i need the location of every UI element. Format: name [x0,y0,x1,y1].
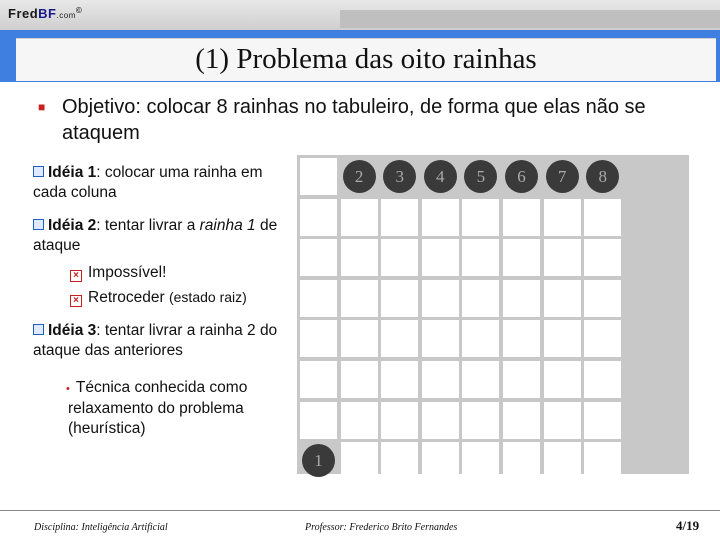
board-cell [584,239,621,276]
board-cell [462,361,499,398]
dot-bullet-icon: • [66,383,70,395]
board-cell [503,361,540,398]
board-cell [381,442,418,479]
idea-2-sub-2 [70,287,247,308]
queen-7: 7 [546,160,579,193]
queen-2: 2 [343,160,376,193]
board-cell [300,280,337,317]
board-cell [544,320,581,357]
idea-3-note [68,378,288,439]
board-cell [503,442,540,479]
chessboard [297,155,689,474]
board-cell [544,280,581,317]
board-cell [503,320,540,357]
board-cell [544,442,581,479]
board-cell [300,402,337,439]
board-cell [462,199,499,236]
board-cell [381,280,418,317]
board-cell [422,239,459,276]
idea-1 [33,163,283,203]
x-box-icon: × [70,270,82,282]
checkbox-bullet-icon [33,166,44,177]
board-cell [341,320,378,357]
board-cell [300,239,337,276]
board-cell [422,361,459,398]
board-cell [422,199,459,236]
board-cell [341,280,378,317]
idea-2-sub-2-text: Retroceder [88,289,169,306]
footer-professor: Professor: Frederico Brito Fernandes [305,522,458,533]
checkbox-bullet-icon [33,219,44,230]
board-cell [422,320,459,357]
board-cell [300,320,337,357]
idea-2-sub-1 [70,263,166,283]
idea-2-label: Idéia 2 [48,217,97,234]
board-cell [381,320,418,357]
board-cell [341,199,378,236]
footer-discipline: Disciplina: Inteligência Artificial [34,522,168,533]
logo-copyright: © [75,6,83,15]
objective-bullet [40,94,700,146]
board-cell [381,239,418,276]
board-cell [584,199,621,236]
queen-1: 1 [302,444,335,477]
board-cell [381,402,418,439]
board-cell [544,199,581,236]
square-bullet-icon: ■ [38,100,46,114]
board-cell [381,361,418,398]
board-cell [462,442,499,479]
idea-2-text-b: de ataque [33,217,278,254]
idea-2-sub-1-text: Impossível! [88,264,167,281]
objective-text: Objetivo: colocar 8 rainhas no tabuleiro, de forma que elas não se ataquem [62,96,646,144]
board-cell [300,199,337,236]
board-cell [584,280,621,317]
board-cell [544,402,581,439]
idea-1-text: : colocar uma rainha em cada coluna [33,164,263,201]
logo-text-com: .com [56,11,76,20]
board-cell [422,442,459,479]
board-cell [584,402,621,439]
board-cell [462,402,499,439]
board-cell [422,402,459,439]
board-cell [503,402,540,439]
logo-text-bf: BF [38,6,57,21]
board-cell [341,402,378,439]
board-cell [503,239,540,276]
board-cell [462,280,499,317]
board-cell [341,442,378,479]
board-cell [341,239,378,276]
idea-2-sub-2-note: (estado raiz) [168,289,247,305]
board-cell [503,199,540,236]
x-box-icon: × [70,295,82,307]
board-cell [341,361,378,398]
slide-title: (1) Problema das oito rainhas [195,43,537,75]
header-strip [340,10,720,28]
page-number: 4/19 [676,518,700,533]
idea-3 [33,321,293,361]
board-cell [462,239,499,276]
board-cell [584,442,621,479]
idea-2-text-a: : tentar livrar a [96,217,200,234]
board-cell [300,158,337,195]
board-cell [503,280,540,317]
queen-8: 8 [586,160,619,193]
idea-3-label: Idéia 3 [48,322,97,339]
idea-2 [33,216,288,256]
queen-5: 5 [464,160,497,193]
queen-3: 3 [383,160,416,193]
logo [8,6,82,21]
footer-divider [0,510,720,511]
board-cell [584,361,621,398]
board-cell [544,239,581,276]
idea-1-label: Idéia 1 [48,164,97,181]
logo-text-fred: Fred [8,6,39,21]
checkbox-bullet-icon [33,324,44,335]
header-bar [0,0,720,30]
board-cell [544,361,581,398]
board-cell [300,361,337,398]
queen-4: 4 [424,160,457,193]
board-cell [584,320,621,357]
idea-3-text: : tentar livrar a rainha 2 do ataque das anteriores [33,322,278,359]
board-cell [462,320,499,357]
board-cell [422,280,459,317]
idea-2-italic: rainha 1 [199,217,256,234]
idea-3-note-text: Técnica conhecida como relaxamento do problema (heurística) [68,379,248,437]
board-cell [381,199,418,236]
queen-6: 6 [505,160,538,193]
